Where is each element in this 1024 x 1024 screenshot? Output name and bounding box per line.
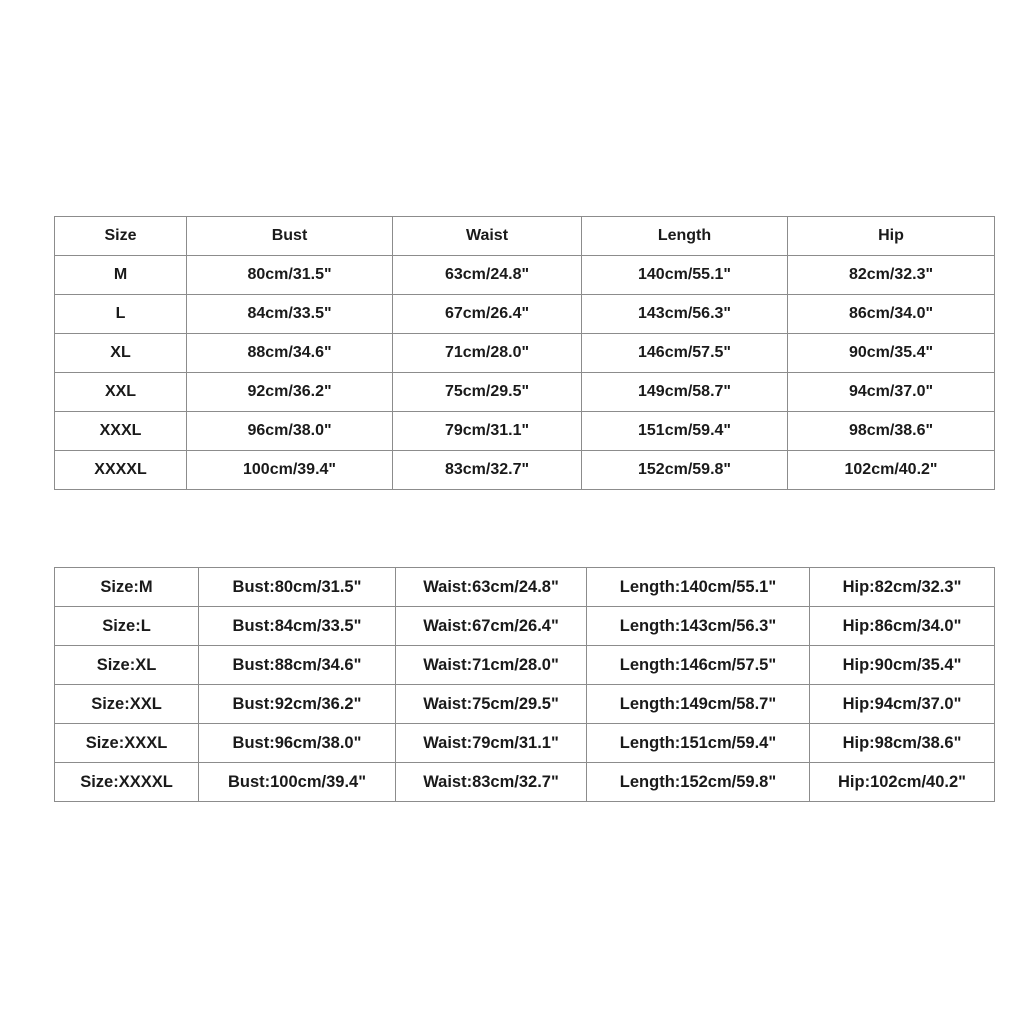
size-cell: Size:XXXXL (55, 763, 199, 802)
hip-cell: 82cm/32.3" (788, 256, 995, 295)
table-row (55, 763, 995, 802)
size-chart-table (54, 216, 995, 490)
bust-cell: 84cm/33.5" (187, 295, 393, 334)
bust-cell: 92cm/36.2" (187, 373, 393, 412)
bust-cell: Bust:92cm/36.2" (199, 685, 396, 724)
bust-cell: Bust:96cm/38.0" (199, 724, 396, 763)
table-row (55, 568, 995, 607)
hip-cell: 94cm/37.0" (788, 373, 995, 412)
bust-cell: Bust:88cm/34.6" (199, 646, 396, 685)
column-header-hip: Hip (788, 217, 995, 256)
length-cell: 140cm/55.1" (582, 256, 788, 295)
size-cell: Size:M (55, 568, 199, 607)
table-row (55, 685, 995, 724)
waist-cell: Waist:75cm/29.5" (396, 685, 587, 724)
size-cell: XXXL (55, 412, 187, 451)
hip-cell: Hip:82cm/32.3" (810, 568, 995, 607)
waist-cell: Waist:79cm/31.1" (396, 724, 587, 763)
waist-cell: Waist:83cm/32.7" (396, 763, 587, 802)
column-header-length: Length (582, 217, 788, 256)
column-header-waist: Waist (393, 217, 582, 256)
size-cell: L (55, 295, 187, 334)
hip-cell: Hip:98cm/38.6" (810, 724, 995, 763)
bust-cell: 80cm/31.5" (187, 256, 393, 295)
length-cell: Length:151cm/59.4" (587, 724, 810, 763)
size-label-table (54, 567, 995, 802)
column-header-size: Size (55, 217, 187, 256)
bust-cell: Bust:80cm/31.5" (199, 568, 396, 607)
size-cell: Size:XXXL (55, 724, 199, 763)
table-row (55, 334, 995, 373)
bust-cell: 100cm/39.4" (187, 451, 393, 490)
length-cell: Length:149cm/58.7" (587, 685, 810, 724)
bust-cell: 96cm/38.0" (187, 412, 393, 451)
bust-cell: Bust:84cm/33.5" (199, 607, 396, 646)
waist-cell: Waist:63cm/24.8" (396, 568, 587, 607)
table-row (55, 373, 995, 412)
table-header-row (55, 217, 995, 256)
bust-cell: 88cm/34.6" (187, 334, 393, 373)
length-cell: 152cm/59.8" (582, 451, 788, 490)
waist-cell: 67cm/26.4" (393, 295, 582, 334)
length-cell: Length:140cm/55.1" (587, 568, 810, 607)
waist-cell: 83cm/32.7" (393, 451, 582, 490)
length-cell: 146cm/57.5" (582, 334, 788, 373)
hip-cell: Hip:102cm/40.2" (810, 763, 995, 802)
hip-cell: 98cm/38.6" (788, 412, 995, 451)
size-cell: XXXXL (55, 451, 187, 490)
waist-cell: Waist:67cm/26.4" (396, 607, 587, 646)
size-cell: M (55, 256, 187, 295)
waist-cell: 79cm/31.1" (393, 412, 582, 451)
length-cell: 151cm/59.4" (582, 412, 788, 451)
table-row (55, 412, 995, 451)
bust-cell: Bust:100cm/39.4" (199, 763, 396, 802)
waist-cell: 63cm/24.8" (393, 256, 582, 295)
size-cell: XL (55, 334, 187, 373)
length-cell: 149cm/58.7" (582, 373, 788, 412)
length-cell: 143cm/56.3" (582, 295, 788, 334)
length-cell: Length:143cm/56.3" (587, 607, 810, 646)
column-header-bust: Bust (187, 217, 393, 256)
size-cell: Size:XL (55, 646, 199, 685)
table-row (55, 646, 995, 685)
waist-cell: 75cm/29.5" (393, 373, 582, 412)
size-cell: Size:L (55, 607, 199, 646)
hip-cell: 102cm/40.2" (788, 451, 995, 490)
length-cell: Length:152cm/59.8" (587, 763, 810, 802)
hip-cell: Hip:90cm/35.4" (810, 646, 995, 685)
hip-cell: 86cm/34.0" (788, 295, 995, 334)
table-row (55, 607, 995, 646)
table-row (55, 724, 995, 763)
table-row (55, 256, 995, 295)
table-row (55, 295, 995, 334)
length-cell: Length:146cm/57.5" (587, 646, 810, 685)
waist-cell: Waist:71cm/28.0" (396, 646, 587, 685)
waist-cell: 71cm/28.0" (393, 334, 582, 373)
table-row (55, 451, 995, 490)
size-cell: Size:XXL (55, 685, 199, 724)
hip-cell: Hip:86cm/34.0" (810, 607, 995, 646)
hip-cell: 90cm/35.4" (788, 334, 995, 373)
size-cell: XXL (55, 373, 187, 412)
hip-cell: Hip:94cm/37.0" (810, 685, 995, 724)
